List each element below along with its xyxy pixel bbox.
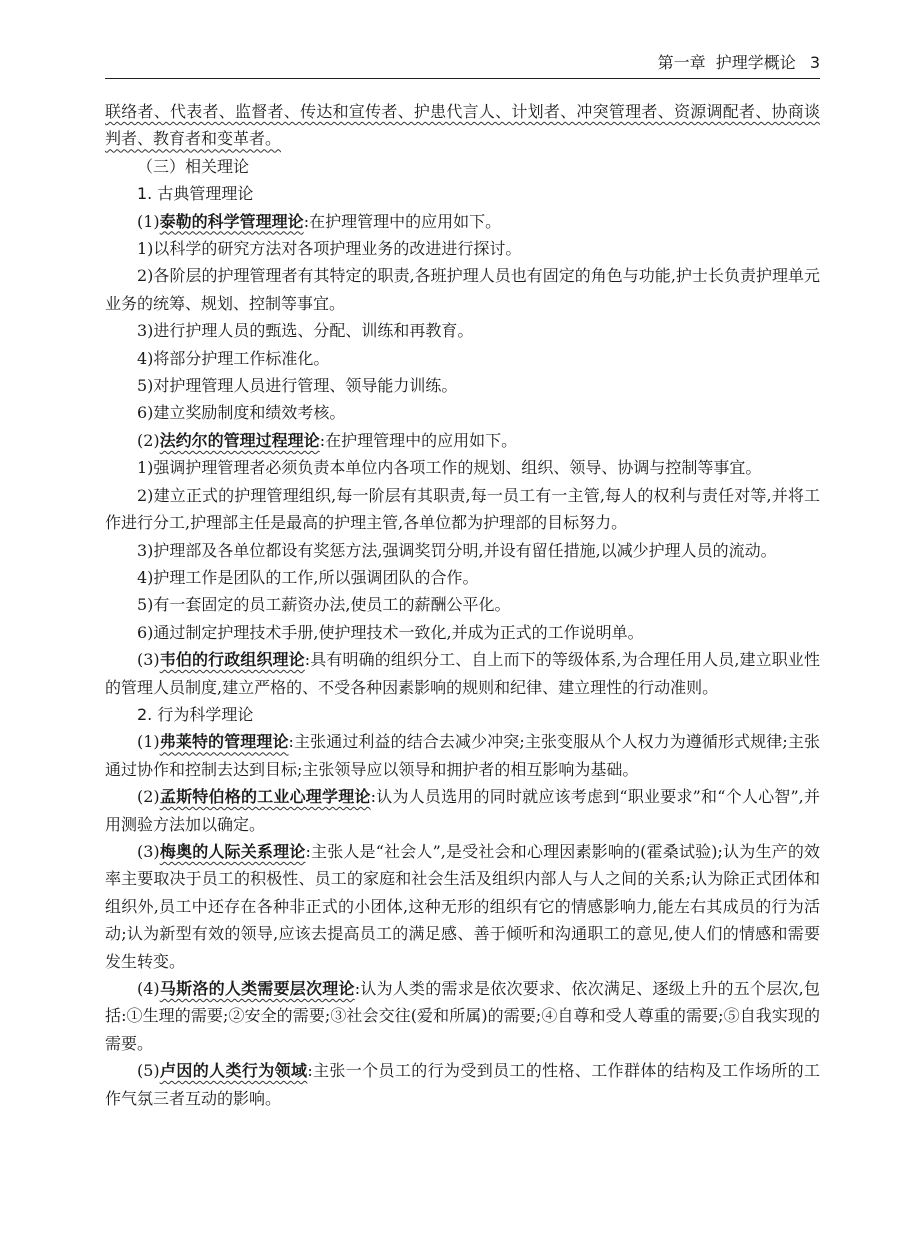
theory-label: (1) [137,211,160,231]
theory-text: :认为人类的需求是依次要求、依次满足、逐级上升的五个层次,包括:①生理的需要;②安全的需要;③社会交往(爱和所属)的需要;④自尊和受人尊重的需要;⑤自我实现的需要。 [105,979,820,1053]
theory-term: 梅奥的人际关系理论 [159,841,306,861]
list-item: 2)建立正式的护理管理组织,每一阶层有其职责,每一员工有一主管,每人的权利与责任对等,并将工作进行分工,护理部主任是最高的护理主管,各单位都为护理部的目标努力。 [105,485,820,533]
theory-term: 卢因的人类行为领域 [159,1061,308,1081]
theory-text: :主张人是“社会人”,是受社会和心理因素影响的(霍桑试验);认为生产的效率主要取决于员工的积极性、员工的家庭和社会生活及组织内部人与人之间的关系;认为除正式团体和组织外,员工中还存在各种非正式的小团体,这种无形的组织有它的情感影响力,能左右其成员的行为活动;认为新型有效的领导,应该去提高员工的满足感、善于倾听和沟通职工的意见,使人们的情感和需要发生转变。 [105,841,820,971]
running-header [105,52,820,79]
chapter-title: 护理学概论 [715,53,796,72]
list-item: 2)各阶层的护理管理者有其特定的职责,各班护理人员也有固定的角色与功能,护士长负责护理单元业务的统筹、规划、控制等事宜。 [105,266,820,313]
theory-munsterberg [105,783,820,838]
theory-label: (5) [137,1061,160,1081]
list-item: 4)将部分护理工作标准化。 [137,348,330,368]
list-item: 5)对护理管理人员进行管理、领导能力训练。 [137,376,458,396]
list-item: 6)通过制定护理技术手册,使护理技术一致化,并成为正式的工作说明单。 [137,622,644,642]
list-item: 6)建立奖励制度和绩效考核。 [137,403,346,423]
subsection-heading-classical: 1. 古典管理理论 [137,184,254,204]
theory-label: (3) [137,650,160,670]
theory-term: 孟斯特伯格的工业心理学理论 [159,787,371,807]
list-item: 5)有一套固定的员工薪资办法,使员工的薪酬公平化。 [137,595,511,615]
theory-term: 韦伯的行政组织理论 [159,650,305,670]
list-item: 1)强调护理管理者必须负责本单位内各项工作的规划、组织、领导、协调与控制等事宜。 [137,458,762,478]
theory-text: :具有明确的组织分工、自上而下的等级体系,为合理任用人员,建立职业性的管理人员制度,建立严格的、不受各种因素影响的规则和纪律、建立理性的行动准则。 [105,650,820,697]
theory-term: 泰勒的科学管理理论 [159,211,304,231]
theory-mayo [105,838,820,975]
theory-text: :主张一个员工的行为受到员工的性格、工作群体的结构及工作场所的工作气氛三者互动的影响。 [105,1061,820,1108]
list-item: 3)进行护理人员的甄选、分配、训练和再教育。 [137,321,474,341]
page-number: 3 [809,53,820,72]
section-heading: （三）相关理论 [137,156,250,176]
theory-text: :认为人员选用的同时就应该考虑到“职业要求”和“个人心智”,并用测验方法加以确定。 [105,787,820,834]
theory-term: 马斯洛的人类需要层次理论 [159,979,355,998]
subsection-heading-behavioral: 2. 行为科学理论 [137,704,254,724]
theory-text: :主张通过利益的结合去减少冲突;主张变服从个人权力为遵循形式规律;主张通过协作和控制去达到目标;主张领导应以领导和拥护者的相互影响为基础。 [105,732,820,779]
theory-term: 弗莱特的管理理论 [159,732,289,752]
theory-weber [105,646,820,701]
theory-maslow [105,975,820,1057]
theory-text: :在护理管理中的应用如下。 [303,211,502,231]
theory-label: (1) [137,732,160,752]
theory-taylor [105,208,820,235]
theory-label: (4) [137,979,160,998]
theory-label: (2) [137,430,160,450]
list-item: 3)护理部及各单位都设有奖惩方法,强调奖罚分明,并设有留任措施,以减少护理人员的流动。 [137,540,777,560]
body-text [105,98,820,1112]
list-item: 1)以科学的研究方法对各项护理业务的改进进行探讨。 [137,239,522,259]
theory-label: (3) [137,841,160,861]
chapter-label: 第一章 [657,53,706,72]
theory-lewin [105,1057,820,1112]
theory-fayol [105,427,820,454]
theory-label: (2) [137,787,160,807]
intro-paragraph: 联络者、代表者、监督者、传达和宣传者、护患代言人、计划者、冲突管理者、资源调配者、协商谈判者、教育者和变革者。 [105,102,820,149]
theory-follett [105,728,820,783]
theory-term: 法约尔的管理过程理论 [159,430,320,450]
theory-text: :在护理管理中的应用如下。 [319,430,518,450]
list-item: 4)护理工作是团队的工作,所以强调团队的合作。 [137,567,479,587]
